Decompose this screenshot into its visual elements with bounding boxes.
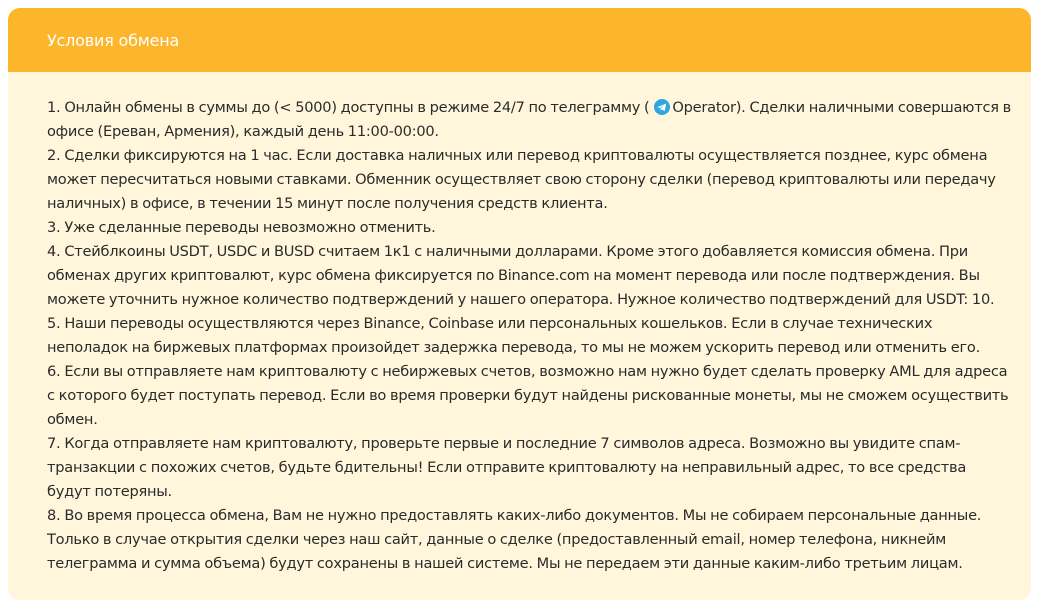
term-item-3: 3. Уже сделанные переводы невозможно отменить.	[47, 219, 436, 236]
operator-link-label[interactable]: Operator	[672, 99, 736, 116]
term-item-4: 4. Стейблкоины USDT, USDC и BUSD считаем 1к1 с наличными долларами. Кроме этого добавляется комиссия обмена. При обменах других криптовалют, курс обмена фиксируется по Binance.com на момент перевода или после подтверждения. Вы можете уточнить нужное количество подтверждений у нашего оператора. Нужное количество подтверждений для USDT: 10.	[47, 243, 995, 308]
term-text: ). Сделки наличными совершаются в офисе (Ереван, Армения), каждый день 11:00-00:00.	[47, 99, 1012, 140]
term-item-8: 8. Во время процесса обмена, Вам не нужно предоставлять каких-либо документов. Мы не собираем персональные данные. Только в случае открытия сделки через наш сайт, данные о сделке (предоставленный email, номер телефона, никнейм телеграмма и сумма объема) будут сохранены в нашей системе. Мы не передаем эти данные каким-либо третьим лицам.	[47, 507, 982, 572]
telegram-operator-link[interactable]	[653, 99, 735, 116]
terms-list	[8, 72, 1031, 576]
term-item-6: 6. Если вы отправляете нам криптовалюту с небиржевых счетов, возможно нам нужно будет сделать проверку AML для адреса с которого будет поступать перевод. Если во время проверки будут найдены рискованные монеты, мы не сможем осуществить обмен.	[47, 363, 1009, 428]
card-header	[8, 8, 1031, 72]
exchange-terms-card	[8, 8, 1031, 600]
telegram-icon	[654, 99, 670, 115]
term-item-5: 5. Наши переводы осуществляются через Binance, Coinbase или персональных кошельков. Если в случае технических неполадок на биржевых платформах произойдет задержка перевода, то мы не можем ускорить перевод или отменить его.	[47, 315, 980, 356]
card-title: Условия обмена	[47, 30, 180, 50]
term-item-7: 7. Когда отправляете нам криптовалюту, проверьте первые и последние 7 символов адреса. Возможно вы увидите спам-транзакции с похожих счетов, будьте бдительны! Если отправите криптовалюту на неправильный адрес, то все средства будут потеряны.	[47, 435, 967, 500]
term-text: 1. Онлайн обмены в суммы до (< 5000) доступны в режиме 24/7 по телеграмму (	[47, 99, 654, 116]
term-item-2: 2. Сделки фиксируются на 1 час. Если доставка наличных или перевод криптовалюты осуществляется позднее, курс обмена может пересчитаться новыми ставками. Обменник осуществляет свою сторону сделки (перевод криптовалюты или передачу наличных) в офисе, в течении 15 минут после получения средств клиента.	[47, 147, 996, 212]
term-item-1	[47, 96, 1011, 144]
